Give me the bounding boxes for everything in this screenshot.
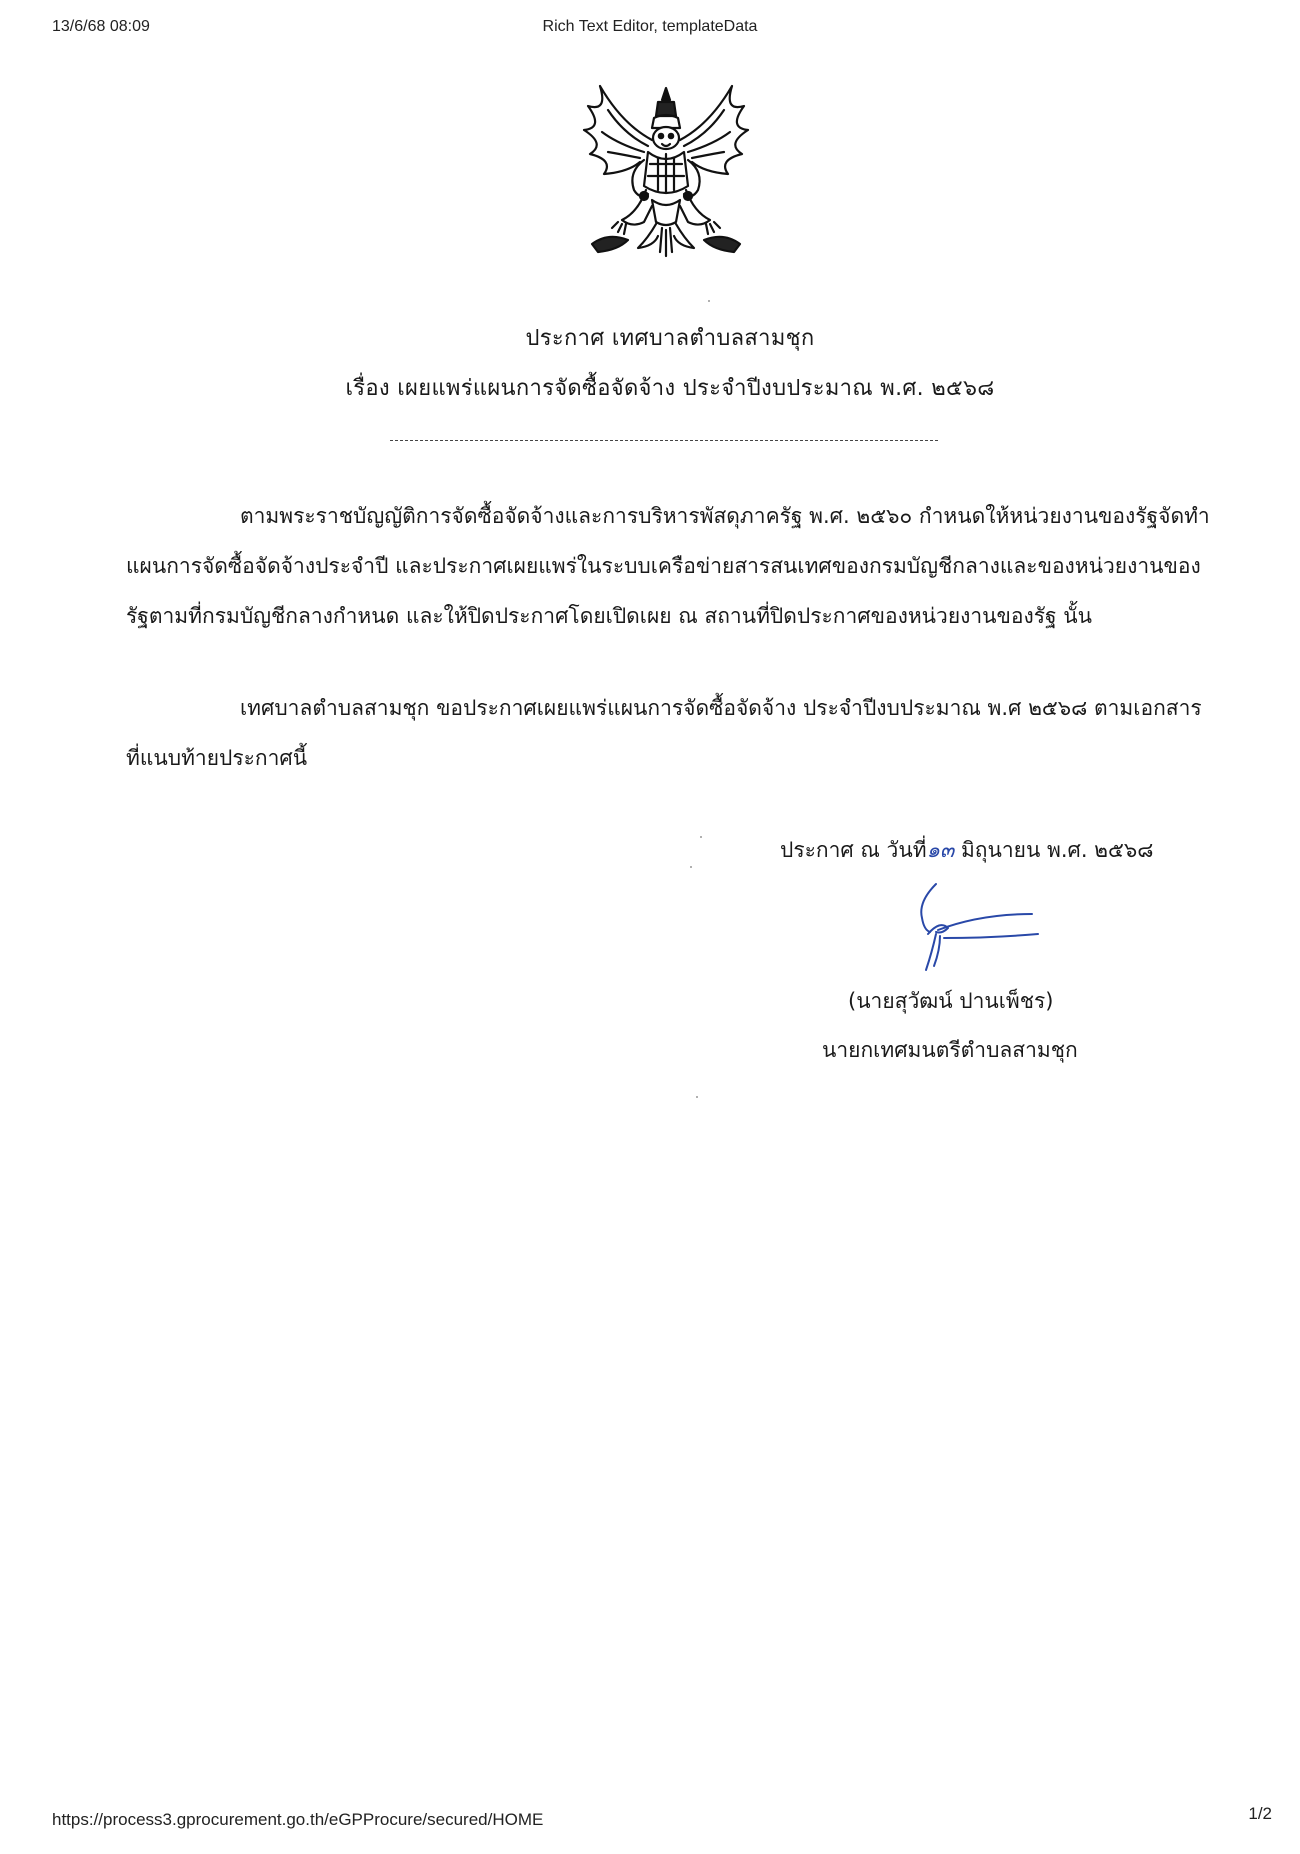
garuda-emblem-icon <box>578 82 754 260</box>
print-footer <box>0 1804 1300 1834</box>
scan-speck <box>690 866 692 868</box>
signer-name: (นายสุวัฒน์ ปานเพ็ชร) <box>848 989 1054 1013</box>
announcement-date <box>780 834 1153 867</box>
date-suffix: มิถุนายน พ.ศ. ๒๕๖๘ <box>960 838 1154 862</box>
announcement-title: ประกาศ เทศบาลตำบลสามชุก <box>525 326 815 351</box>
body-paragraph-1 <box>126 491 1212 641</box>
body-paragraph-2 <box>126 683 1212 783</box>
announcement-subject: เรื่อง เผยแพร่แผนการจัดซื้อจัดจ้าง ประจำปีงบประมาณ พ.ศ. ๒๕๖๘ <box>345 376 995 401</box>
paragraph-2-text: เทศบาลตำบลสามชุก ขอประกาศเผยแพร่แผนการจัดซื้อจัดจ้าง ประจำปีงบประมาณ พ.ศ ๒๕๖๘ ตามเอกสารที่แนบท้ายประกาศนี้ <box>126 696 1202 770</box>
date-day-handwritten: ๑๓ <box>926 838 955 862</box>
print-url: https://process3.gprocurement.go.th/eGPProcure/secured/HOME <box>52 1810 544 1829</box>
print-page-number: 1/2 <box>1248 1804 1272 1823</box>
print-header <box>0 14 1300 44</box>
paragraph-1-text: ตามพระราชบัญญัติการจัดซื้อจัดจ้างและการบริหารพัสดุภาครัฐ พ.ศ. ๒๕๖๐ กำหนดให้หน่วยงานของรัฐจัดทำแผนการจัดซื้อจัดจ้างประจำปี และประกาศเผยแพร่ในระบบเครือข่ายสารสนเทศของกรมบัญชีกลางและของหน่วยงานของรัฐตามที่กรมบัญชีกลางกำหนด และให้ปิดประกาศโดยเปิดเผย ณ สถานที่ปิดประกาศของหน่วยงานของรัฐ นั้น <box>126 504 1210 628</box>
date-prefix: ประกาศ ณ วันที่ <box>780 838 927 862</box>
print-datetime: 13/6/68 08:09 <box>52 18 150 35</box>
title-divider <box>390 440 938 441</box>
scan-speck <box>708 300 710 302</box>
scan-speck <box>700 836 702 838</box>
scan-speck <box>696 1096 698 1098</box>
print-page-title: Rich Text Editor, templateData <box>542 18 758 35</box>
signature-icon <box>900 880 1050 990</box>
signer-title: นายกเทศมนตรีตำบลสามชุก <box>822 1038 1078 1062</box>
